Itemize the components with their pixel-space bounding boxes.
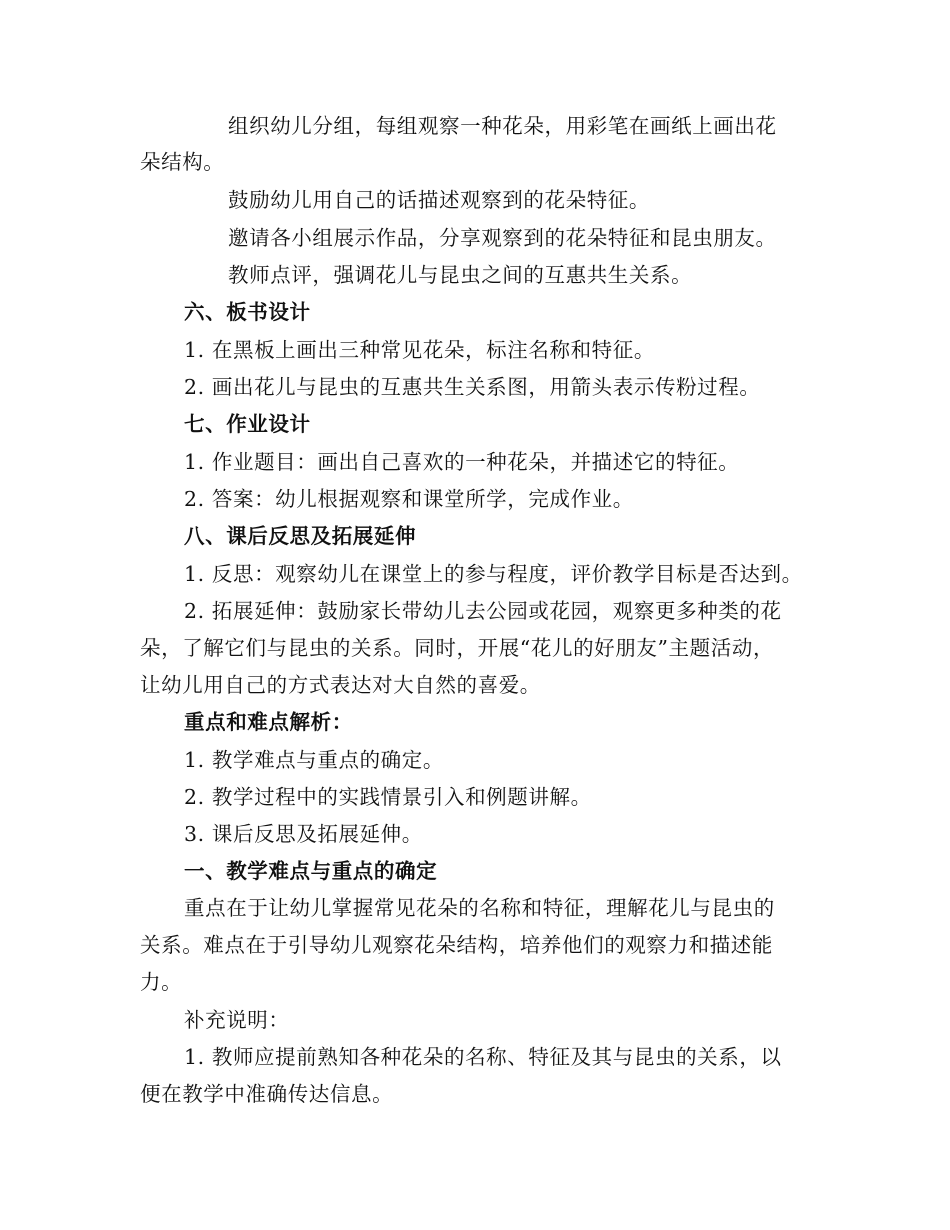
list-item-homework-1: 1. 作业题目：画出自己喜欢的一种花朵，并描述它的特征。 <box>184 450 740 474</box>
supplementary-item-1-line-2: 便在教学中准确传达信息。 <box>140 1082 394 1106</box>
list-item-blackboard-2: 2. 画出花儿与昆虫的互惠共生关系图，用箭头表示传粉过程。 <box>184 375 761 399</box>
heading-reflection-extension: 八、课后反思及拓展延伸 <box>184 524 417 548</box>
heading-determine-key-difficult: 一、教学难点与重点的确定 <box>184 859 438 883</box>
supplementary-item-1-line-1: 1. 教师应提前熟知各种花朵的名称、特征及其与昆虫的关系，以 <box>184 1045 782 1069</box>
paragraph-group-drawing-line-1: 组织幼儿分组，每组观察一种花朵，用彩笔在画纸上画出花 <box>228 114 777 138</box>
heading-homework-design: 七、作业设计 <box>184 412 311 436</box>
paragraph-key-points-line-1: 重点在于让幼儿掌握常见花朵的名称和特征，理解花儿与昆虫的 <box>184 896 775 920</box>
list-item-analysis-2: 2. 教学过程中的实践情景引入和例题讲解。 <box>184 785 592 809</box>
paragraph-group-presentation: 邀请各小组展示作品，分享观察到的花朵特征和昆虫朋友。 <box>228 226 777 250</box>
list-item-reflection: 1. 反思：观察幼儿在课堂上的参与程度，评价教学目标是否达到。 <box>184 562 803 586</box>
heading-key-difficult-analysis: 重点和难点解析： <box>184 710 353 734</box>
list-item-analysis-3: 3. 课后反思及拓展延伸。 <box>184 822 423 846</box>
list-item-blackboard-1: 1. 在黑板上画出三种常见花朵，标注名称和特征。 <box>184 338 655 362</box>
paragraph-key-points-line-2: 关系。难点在于引导幼儿观察花朵结构，培养他们的观察力和描述能 <box>140 933 773 957</box>
list-item-homework-2: 2. 答案：幼儿根据观察和课堂所学，完成作业。 <box>184 487 634 511</box>
heading-blackboard-design: 六、板书设计 <box>184 300 311 324</box>
paragraph-key-points-line-3: 力。 <box>140 970 183 994</box>
list-item-extension-line-3: 让幼儿用自己的方式表达对大自然的喜爱。 <box>140 673 541 697</box>
list-item-extension-line-1: 2. 拓展延伸：鼓励家长带幼儿去公园或花园，观察更多种类的花 <box>184 599 782 623</box>
paragraph-group-drawing-line-2: 朵结构。 <box>140 150 225 174</box>
list-item-analysis-1: 1. 教学难点与重点的确定。 <box>184 748 444 772</box>
supplementary-note-label: 补充说明： <box>184 1008 290 1032</box>
list-item-extension-line-2: 朵，了解它们与昆虫的关系。同时，开展“花儿的好朋友”主题活动， <box>140 636 775 660</box>
paragraph-teacher-comment: 教师点评，强调花儿与昆虫之间的互惠共生关系。 <box>228 263 693 287</box>
paragraph-describe-features: 鼓励幼儿用自己的话描述观察到的花朵特征。 <box>228 188 650 212</box>
